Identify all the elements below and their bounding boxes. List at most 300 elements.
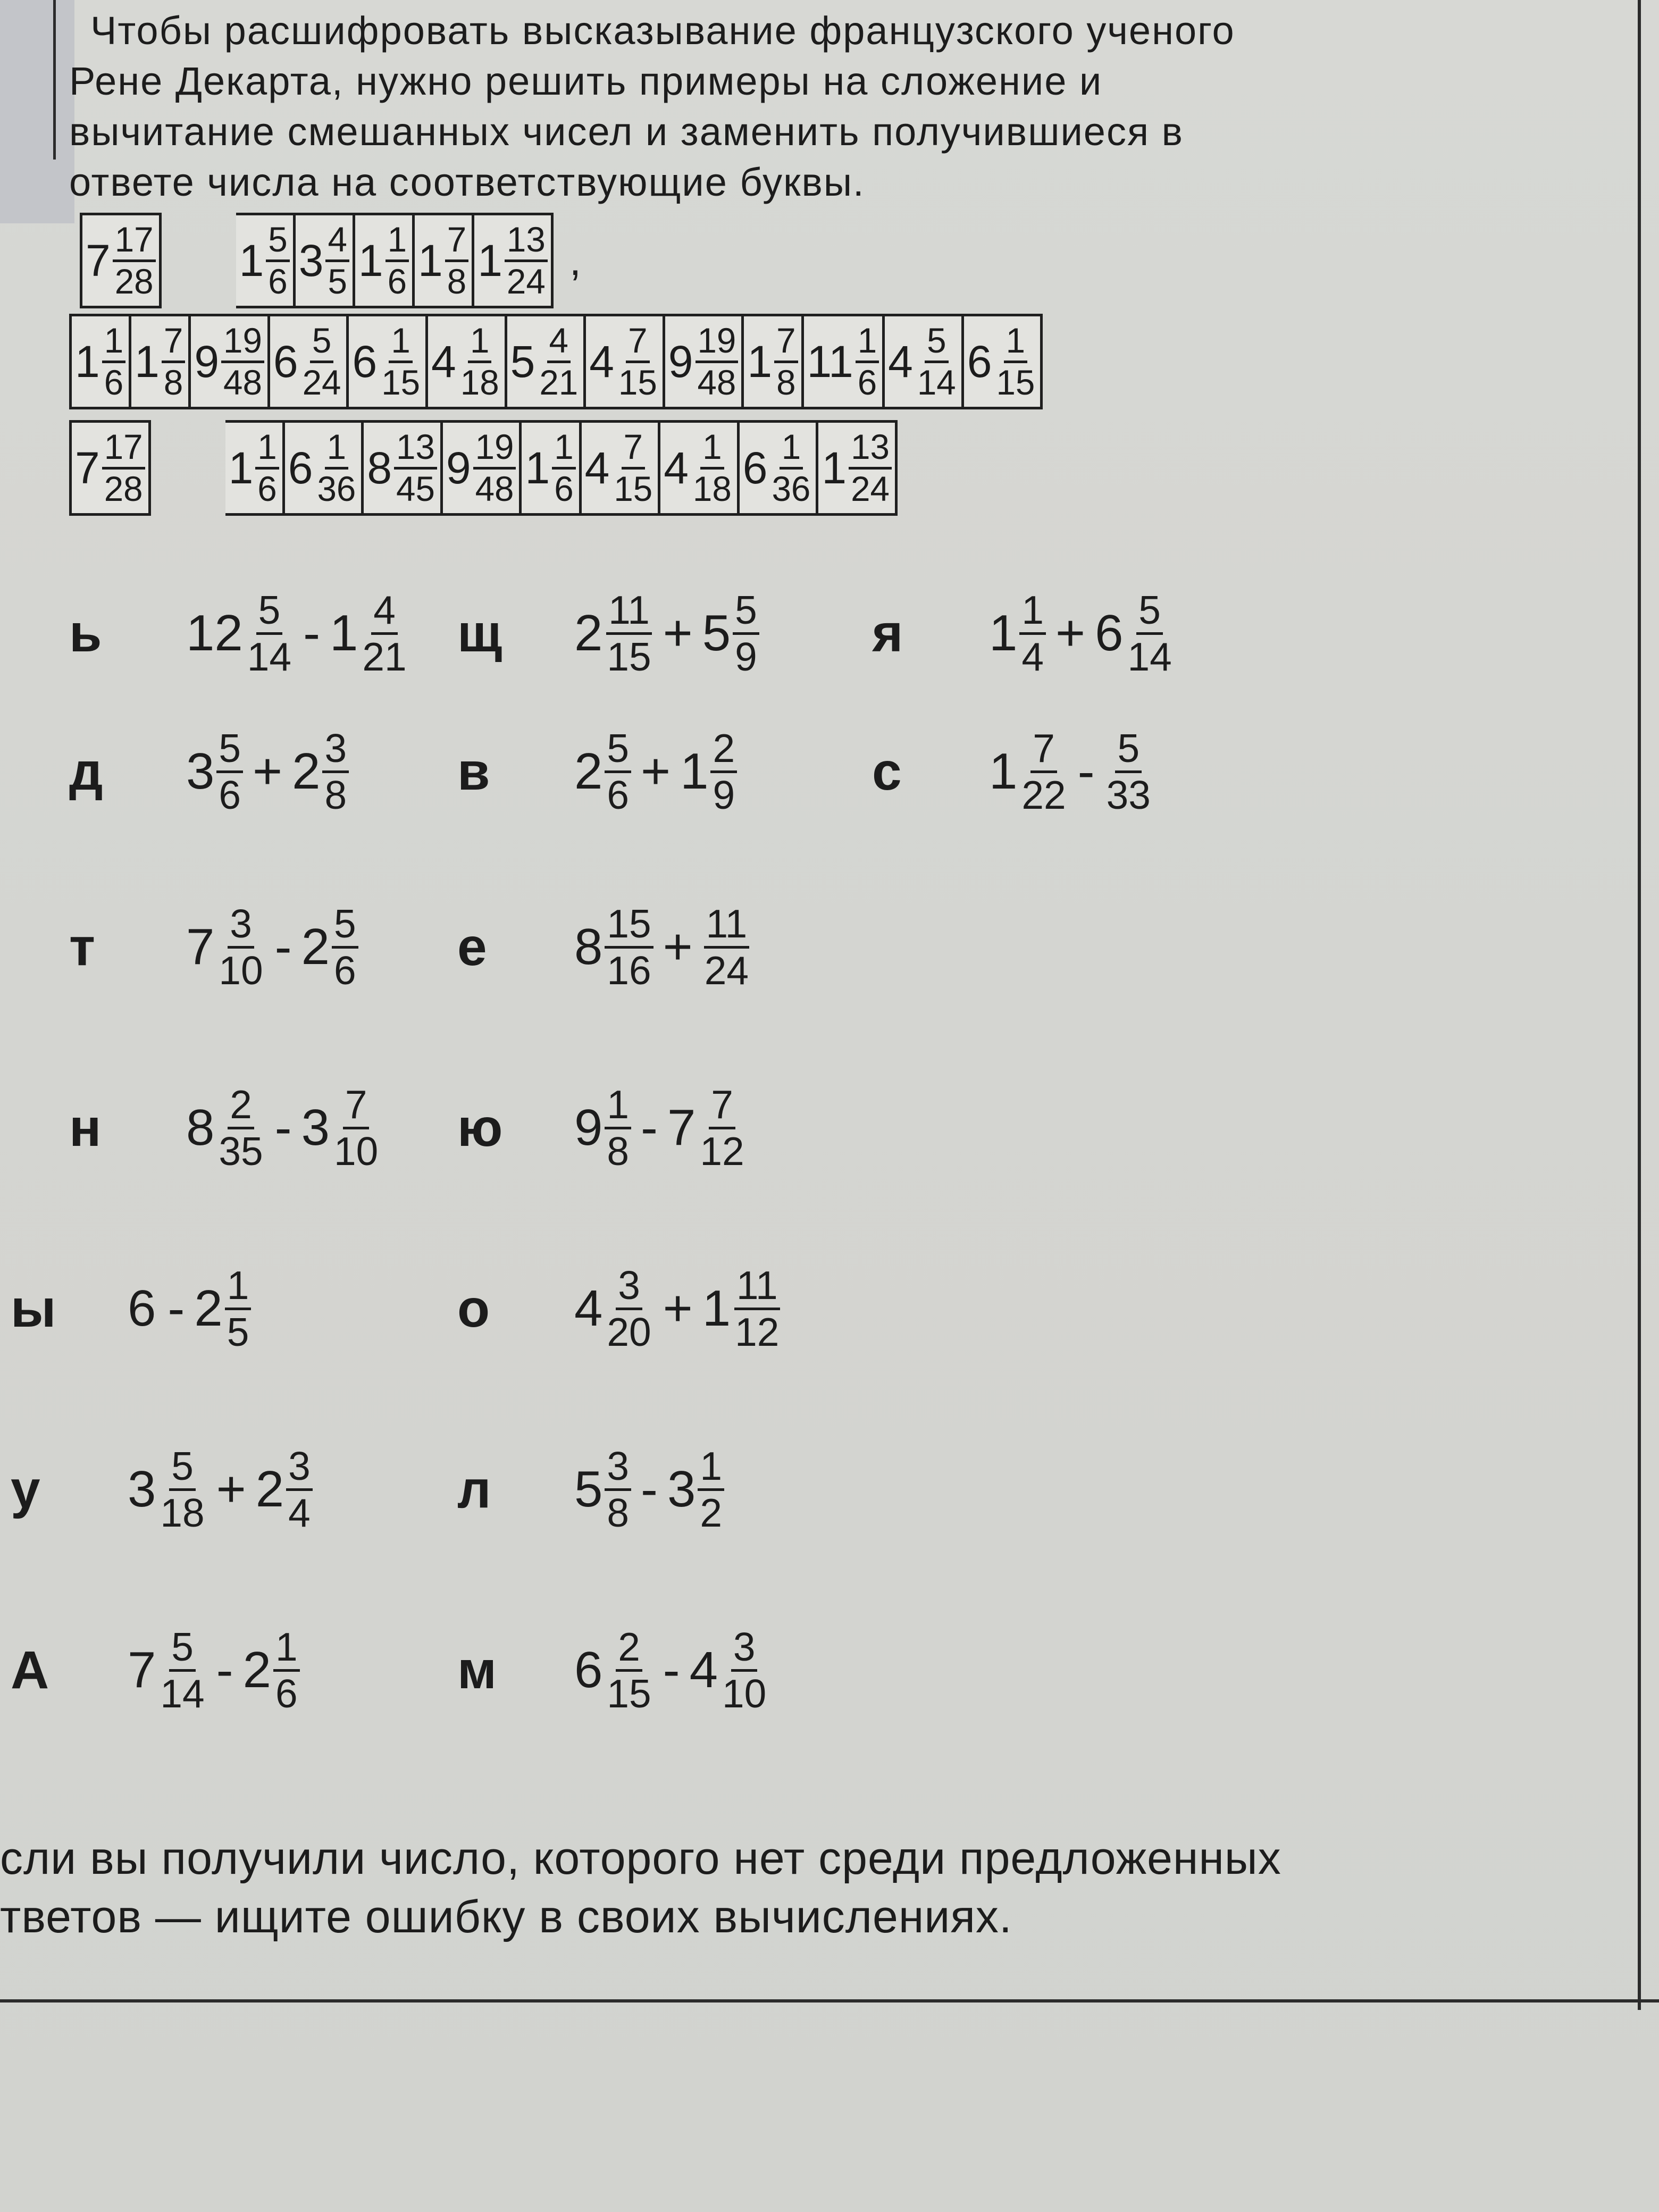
operator: + [663,605,693,662]
whole-part: 4 [664,442,689,493]
numerator: 1 [255,430,279,470]
mixed-number [747,323,798,400]
cipher-cell [443,420,522,516]
cipher-cell [80,213,162,308]
fraction [158,1624,206,1716]
whole-part: 9 [446,442,471,493]
fraction [605,590,653,677]
task-item [11,1263,251,1354]
fraction [102,427,145,508]
cipher-row-1 [80,213,581,308]
denominator: 15 [614,469,653,508]
numerator: 1 [780,430,803,470]
denominator: 24 [506,262,546,301]
denominator: 15 [381,363,421,402]
numerator: 1 [273,1627,300,1672]
task-item [457,1446,724,1533]
fraction [273,1624,300,1716]
task-letter: А [11,1640,49,1700]
numerator: 5 [733,590,759,635]
denominator: 6 [554,469,574,508]
denominator: 8 [607,1490,630,1535]
mixed-number [128,1279,158,1338]
denominator: 10 [219,948,263,993]
denominator: 12 [700,1128,744,1174]
task-letter: л [457,1459,491,1519]
fraction [1125,590,1174,677]
denominator: 6 [334,948,356,993]
fraction [616,323,659,400]
whole-part: 4 [689,1641,718,1699]
numerator: 11 [734,1266,780,1310]
numerator: 7 [162,323,185,363]
task-letter: е [457,917,487,977]
numerator: 2 [710,728,737,773]
mixed-number [989,728,1068,815]
task-letter: ь [69,603,102,663]
footer-line: сли вы получили число, которого нет среди предложенных [0,1833,1281,1884]
operator: + [641,743,671,800]
numerator: 2 [228,1085,254,1129]
denominator: 15 [607,634,651,679]
task-item [457,901,751,993]
task-item [457,1263,781,1354]
whole-part: 11 [807,336,853,387]
operator: - [167,1280,185,1337]
fraction [325,222,349,299]
cipher-cell [69,314,131,409]
cipher-cell [586,314,665,409]
whole-part: 1 [680,743,709,800]
mixed-number [574,1263,653,1354]
whole-part: 7 [75,442,100,493]
numerator: 7 [774,323,798,363]
denominator: 21 [362,634,407,679]
mixed-number [589,323,659,400]
task-letter: д [69,741,103,801]
operator: - [303,605,321,662]
cipher-cell [236,213,296,308]
mixed-number [86,222,156,299]
fraction [696,323,739,400]
mixed-number [301,901,358,993]
numerator: 7 [343,1085,370,1129]
trailing-comma: , [569,237,582,284]
numerator: 13 [505,222,548,262]
numerator: 5 [332,904,358,949]
denominator: 9 [735,634,757,679]
whole-part: 1 [525,442,550,493]
denominator: 15 [618,363,657,402]
fraction [611,427,655,508]
mixed-number [667,1446,724,1533]
intro-text [69,5,1611,207]
fraction [915,323,958,400]
fraction [552,427,575,508]
mixed-number [668,323,739,400]
mixed-number [574,728,631,815]
numerator: 1 [225,1266,252,1310]
fraction [473,427,516,508]
whole-part: 3 [301,1099,330,1157]
task-item [457,590,759,677]
numerator: 5 [216,728,243,773]
task-letter: с [872,741,902,801]
whole-part: 8 [186,1099,215,1157]
cipher-cell [804,314,885,409]
whole-part: 1 [989,605,1018,662]
whole-part: 6 [742,442,768,493]
fraction [379,323,422,400]
mixed-number [194,323,264,400]
whole-part: 4 [584,442,610,493]
whole-part: 4 [888,336,913,387]
numerator: 1 [389,323,412,363]
numerator: 5 [169,1627,196,1672]
cipher-cell [885,314,964,409]
mixed-number [574,1446,631,1533]
numerator: 1 [605,1085,631,1129]
denominator: 16 [607,948,651,993]
operator: - [1077,743,1095,800]
fraction [216,1082,265,1174]
mixed-number [822,427,892,508]
mixed-number [689,1624,769,1716]
numerator: 3 [605,1446,631,1491]
cipher-cell [191,314,270,409]
fraction [113,222,156,299]
denominator: 18 [160,1490,205,1535]
whole-part: 2 [292,743,321,800]
cipher-cell [474,213,554,308]
denominator: 20 [607,1309,651,1354]
denominator: 6 [257,469,277,508]
whole-part: 3 [128,1461,156,1518]
denominator: 6 [104,363,124,402]
numerator: 1 [102,323,125,363]
mixed-number [702,1263,782,1354]
fraction [332,1082,380,1174]
mixed-number [330,590,409,677]
denominator: 8 [776,363,796,402]
numerator: 3 [616,1266,642,1310]
mixed-number [128,1624,207,1716]
fraction [315,427,358,508]
fraction [994,323,1037,400]
numerator: 1 [552,430,575,470]
mixed-number [574,1624,653,1716]
denominator: 10 [334,1128,379,1174]
denominator: 5 [227,1309,249,1354]
whole-part: 1 [358,235,383,286]
denominator: 21 [539,363,579,402]
mixed-number [358,222,409,299]
whole-part: 6 [352,336,378,387]
whole-part: 7 [186,918,215,976]
denominator: 8 [447,262,467,301]
whole-part: 5 [574,1461,603,1518]
fraction [445,222,468,299]
fraction [300,323,343,400]
whole-part: 12 [186,605,243,662]
denominator: 24 [302,363,341,402]
mixed-number [807,323,879,400]
fraction [394,427,437,508]
numerator: 13 [849,430,892,470]
mixed-number [239,222,290,299]
fraction [710,728,737,815]
frame-line-left [53,0,56,160]
mixed-number [273,323,343,400]
fraction [733,590,759,677]
fraction [458,323,501,400]
denominator: 14 [160,1671,205,1716]
mixed-number [742,427,813,508]
mixed-number [135,323,185,400]
task-letter: о [457,1278,490,1338]
denominator: 36 [772,469,811,508]
whole-part: 1 [135,336,160,387]
denominator: 5 [328,262,347,301]
numerator: 11 [704,904,750,949]
denominator: 15 [607,1671,651,1716]
whole-part: 9 [574,1099,603,1157]
whole-part: 1 [747,336,773,387]
whole-part: 2 [301,918,330,976]
numerator: 19 [696,323,739,363]
numerator: 5 [605,728,631,773]
cipher-cell [665,314,744,409]
intro-line: вычитание смешанных чисел и заменить получившиеся в [69,110,1184,154]
whole-part: 1 [702,1280,731,1337]
mixed-number [477,222,548,299]
denominator: 2 [700,1490,723,1535]
whole-part: 6 [273,336,298,387]
numerator: 5 [1115,728,1142,773]
fraction [102,323,125,400]
cipher-cell [744,314,803,409]
fraction [286,1446,313,1533]
mixed-number [75,427,145,508]
denominator: 24 [704,948,749,993]
fraction [1019,728,1068,815]
mixed-number [967,323,1037,400]
whole-part: 1 [239,235,264,286]
operator: + [663,1280,693,1337]
whole-part: 1 [477,235,502,286]
cipher-cell [364,420,443,516]
whole-part: 8 [574,918,603,976]
numerator: 17 [113,222,156,262]
mixed-number [186,901,265,993]
cipher-cell [660,420,740,516]
whole-part: 4 [589,336,614,387]
fraction [221,323,264,400]
fraction [605,728,631,815]
cipher-cell [964,314,1043,409]
denominator: 6 [219,772,241,817]
numerator: 1 [325,430,348,470]
mixed-number [525,427,575,508]
mixed-number [680,728,737,815]
mixed-number [702,590,759,677]
mixed-number [194,1263,251,1354]
fraction [698,1082,746,1174]
fraction [505,222,548,299]
fraction [698,1446,724,1533]
task-item [69,728,349,815]
denominator: 14 [247,634,292,679]
mixed-number [1104,728,1153,815]
cipher-cell [415,213,474,308]
task-letter: щ [457,603,502,663]
whole-part: 3 [298,235,324,286]
fraction [216,728,243,815]
numerator: 19 [473,430,516,470]
task-letter: у [11,1459,40,1519]
fraction [162,323,185,400]
cipher-cell [131,314,191,409]
numerator: 5 [266,222,289,262]
operator: - [274,1099,292,1157]
cipher-cell [428,314,507,409]
mixed-number [352,323,422,400]
whole-part: 1 [330,605,358,662]
mixed-number [418,222,468,299]
mixed-number [128,1446,207,1533]
whole-part: 6 [574,1641,603,1699]
cipher-cell [285,420,364,516]
whole-part: 6 [128,1280,156,1337]
fraction [605,1263,653,1354]
fraction [849,427,892,508]
numerator: 7 [622,430,645,470]
numerator: 4 [371,590,398,635]
whole-part: 9 [194,336,220,387]
denominator: 4 [288,1490,311,1535]
fraction [537,323,580,400]
denominator: 14 [1127,634,1172,679]
fraction [1019,590,1046,677]
task-letter: н [69,1097,102,1158]
mixed-number [186,590,294,677]
numerator: 3 [731,1627,758,1672]
cipher-cell [507,314,586,409]
denominator: 6 [857,363,877,402]
mixed-number [574,590,653,677]
fraction [158,1446,206,1533]
numerator: 5 [256,590,283,635]
mixed-number [446,427,516,508]
whole-part: 6 [288,442,313,493]
mixed-number [301,1082,381,1174]
numerator: 3 [286,1446,313,1491]
denominator: 45 [396,469,435,508]
whole-part: 2 [574,743,603,800]
mixed-number [989,590,1046,677]
whole-part: 8 [367,442,392,493]
task-letter: т [69,917,95,977]
cipher-cell [349,314,428,409]
fraction [386,222,409,299]
numerator: 3 [228,904,254,949]
operator: - [663,1641,680,1699]
denominator: 8 [607,1128,630,1174]
cipher-cell [522,420,581,516]
task-item [872,728,1153,815]
mixed-number [256,1446,313,1533]
intro-line: Чтобы расшифровать высказывание французского ученого [90,9,1235,53]
frame-line-right [1638,0,1641,2010]
denominator: 22 [1021,772,1066,817]
mixed-number [299,222,349,299]
task-item [69,901,358,993]
denominator: 9 [713,772,735,817]
mixed-number [292,728,349,815]
mixed-number [367,427,437,508]
intro-line: Рене Декарта, нужно решить примеры на сложение и [69,59,1103,103]
operator: - [216,1641,233,1699]
task-letter: м [457,1640,497,1700]
fraction [774,323,798,400]
task-letter: в [457,741,490,801]
whole-part: 5 [510,336,535,387]
whole-part: 3 [667,1461,696,1518]
footer-note [0,1829,1281,1946]
whole-part: 9 [668,336,693,387]
whole-part: 2 [242,1641,272,1699]
denominator: 48 [223,363,262,402]
whole-part: 5 [702,605,731,662]
whole-part: 1 [228,442,254,493]
denominator: 48 [697,363,736,402]
denominator: 15 [996,363,1035,402]
intro-line: ответе числа на соответствующие буквы. [69,160,865,204]
whole-part: 7 [86,235,111,286]
whole-part: 4 [574,1280,603,1337]
numerator: 7 [709,1085,735,1129]
denominator: 28 [114,262,154,301]
denominator: 35 [219,1128,263,1174]
numerator: 1 [698,1446,724,1491]
task-item [872,590,1174,677]
notebook-edge [0,0,74,223]
numerator: 13 [394,430,437,470]
cipher-cell [740,420,819,516]
fraction [720,1624,768,1716]
whole-part: 6 [967,336,992,387]
operator: + [216,1461,246,1518]
numerator: 1 [700,430,724,470]
denominator: 12 [735,1309,780,1354]
fraction [1104,728,1153,815]
task-letter: ы [11,1278,56,1338]
denominator: 48 [475,469,514,508]
cipher-cell [582,420,661,516]
cipher-row-3 [69,420,898,516]
task-item [457,1624,768,1716]
mixed-number [667,1082,747,1174]
denominator: 36 [317,469,356,508]
cipher-cell [225,420,285,516]
denominator: 8 [324,772,347,817]
denominator: 18 [460,363,499,402]
cipher-cell [69,420,151,516]
numerator: 5 [310,323,333,363]
footer-line: тветов — ищите ошибку в своих вычислениях. [0,1891,1012,1942]
mixed-number [186,728,243,815]
fraction [245,590,294,677]
